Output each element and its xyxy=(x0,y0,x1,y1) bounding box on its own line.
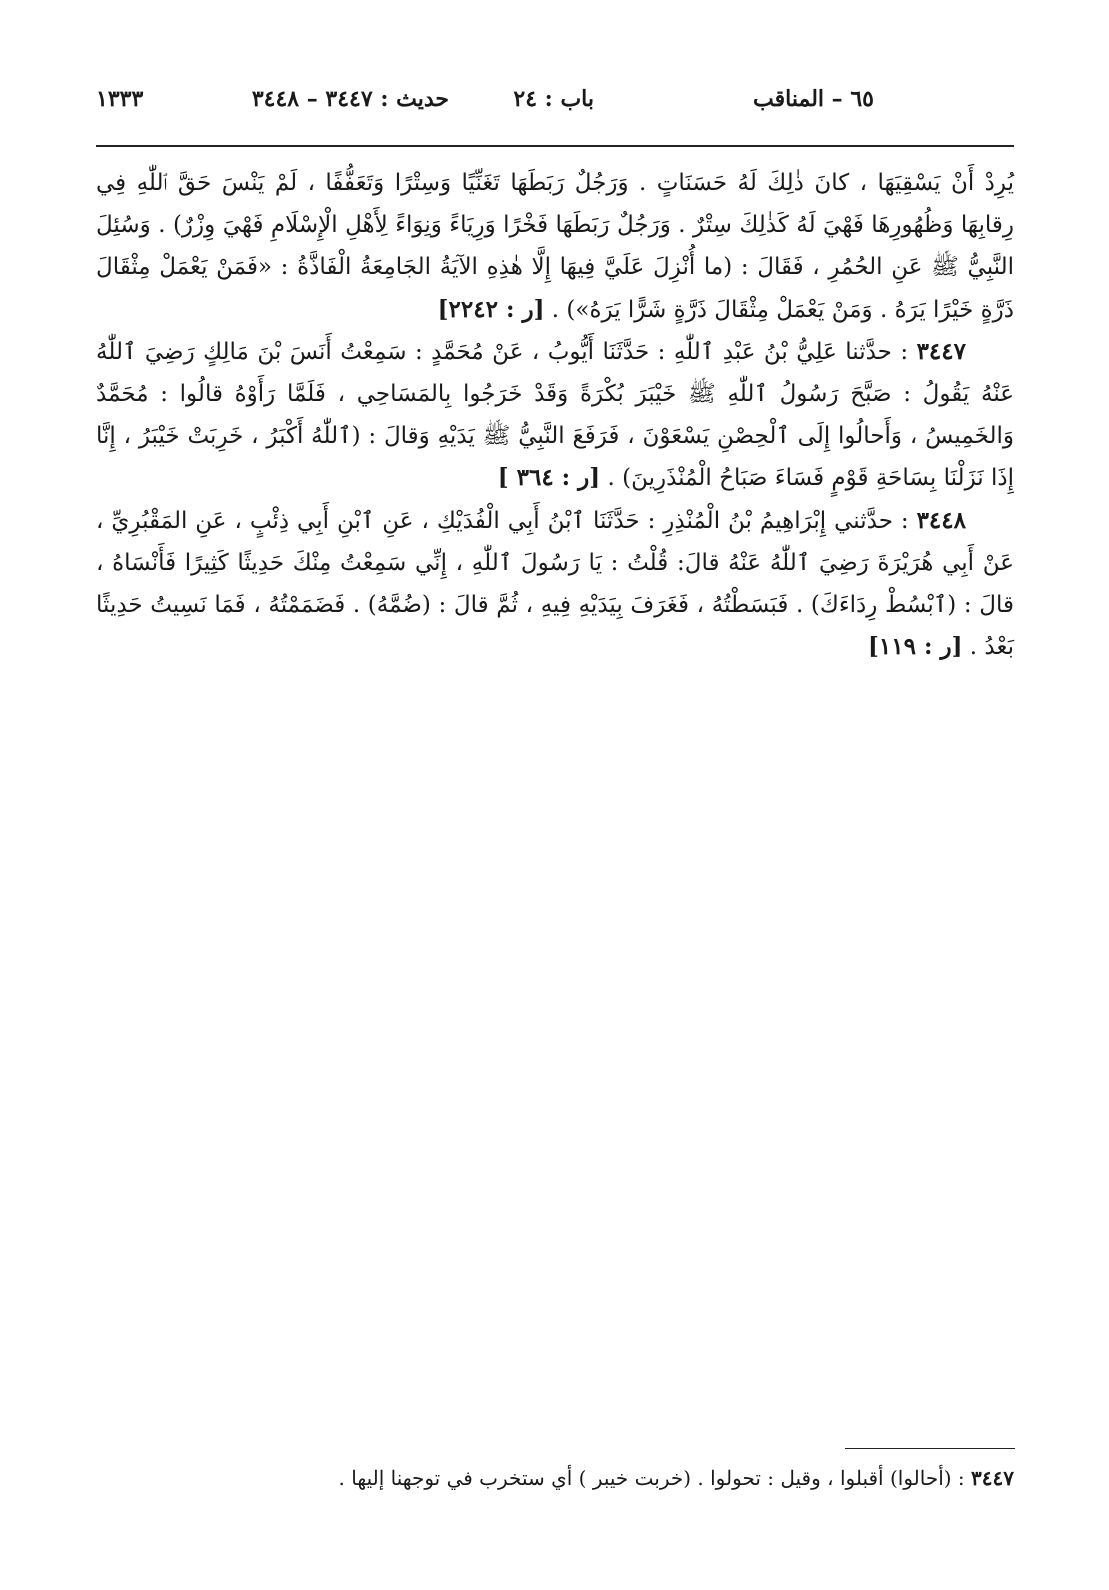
paragraph-continuation xyxy=(96,162,1014,331)
footnote xyxy=(96,1461,1014,1495)
hadith-paragraph xyxy=(96,500,1014,669)
paragraph-text: : حدَّثنا عَلِيُّ بْنُ عَبْدِ ٱللّٰهِ : حَدَّثَنَا أَيُّوبُ ، عَنْ مُحَمَّدٍ : سَمِعْتُ أَنَسَ بْنَ مَالِكٍ رَضِيَ ٱللّٰهُ عَنْهُ يَقُولُ : صَبَّحَ رَسُولُ ٱللّٰهِ ﷺ خَيْبَرَ بُكْرَةً وَقَدْ خَرَجُوا بِالمَسَاحِي ، فَلَمَّا رَأَوْهُ قالُوا : مُحَمَّدٌ وَالخَمِيسُ ، وَأَحالُوا إِلَى ٱلْحِصْنِ يَسْعَوْنَ ، فَرَفَعَ النَّبِيُّ ﷺ يَدَيْهِ وَقالَ : (ٱللّٰهُ أَكْبَرُ ، خَرِبَتْ خَيْبَرُ ، إِنَّا إِذَا نَزَلْنَا بِسَاحَةِ قَوْمٍ فَسَاءَ صَبَاحُ الْمُنْذَرِينَ) . xyxy=(96,338,1014,492)
footnote-divider xyxy=(845,1448,1015,1449)
header-divider xyxy=(96,145,1014,147)
cross-reference: [ر : ٢٢٤٢] xyxy=(437,295,545,323)
paragraph-text: : حدَّثني إِبْرَاهِيمُ بْنُ الْمُنْذِرِ : حَدَّثَنَا ٱبْنُ أَبِي الْفُدَيْكِ ، عَنِ ٱبْنِ أَبِي ذِئْبٍ ، عَنِ المَقْبُرِيِّ ، عَنْ أَبِي هُرَيْرَةَ رَضِيَ ٱللّٰهُ عَنْهُ قالَ: قُلْتُ : يَا رَسُولَ ٱللّٰهِ ، إِنِّي سَمِعْتُ مِنْكَ حَدِيثًا كَثِيرًا فَأَنْسَاهُ ، قالَ : (ٱبْسُطْ رِدَاءَكَ) . فَبَسَطْتُهُ ، فَغَرَفَ بِيَدَيْهِ فِيهِ ، ثُمَّ قالَ : (ضُمَّهُ) . فَضَمَمْتُهُ ، فَمَا نَسِيتُ حَدِيثًا بَعْدُ . xyxy=(96,507,1014,661)
cross-reference: [ر : ١١٩] xyxy=(868,633,963,661)
hadith-range: حديث : ٣٤٤٧ – ٣٤٤٨ xyxy=(251,86,449,112)
running-header xyxy=(96,86,1014,126)
chapter-label: باب : ٢٤ xyxy=(513,86,594,112)
page-number: ١٣٣٣ xyxy=(96,86,144,112)
footnote-number: ٣٤٤٧ xyxy=(971,1466,1014,1490)
hadith-paragraph xyxy=(96,331,1014,500)
footnote-text: : (أحالوا) أقبلوا ، وقيل : تحولوا . (خربت خيبر ) أي ستخرب في توجهنا إليها . xyxy=(338,1466,972,1490)
hadith-number: ٣٤٤٨ xyxy=(916,506,966,534)
cross-reference: [ر : ٣٦٤ ] xyxy=(497,464,601,492)
paragraph-text: يُرِدْ أَنْ يَسْقِيَهَا ، كانَ ذٰلِكَ لَهُ حَسَنَاتٍ . وَرَجُلٌ رَبَطَهَا تَغَنِّيًا وَسِتْرًا وَتَعَفُّفًا ، لَمْ يَنْسَ حَقَّ ٱللّٰهِ فِي رِقابِهَا وَظُهُورِهَا فَهْيَ لَهُ كَذٰلِكَ سِتْرٌ . وَرَجُلٌ رَبَطَهَا فَخْرًا وَرِيَاءً وَنِوَاءً لِأَهْلِ الْإِسْلَامِ فَهْيَ وِزْرٌ) . وَسُئِلَ النَّبِيُّ ﷺ عَنِ الحُمُرِ ، فَقَالَ : (ما أُنْزِلَ عَلَيَّ فِيهَا إِلَّا هٰذِهِ الآيَةُ الجَامِعَةُ الْفَاذَّةُ : «فَمَنْ يَعْمَلْ مِثْقَالَ ذَرَّةٍ خَيْرًا يَرَهُ . وَمَنْ يَعْمَلْ مِثْقَالَ ذَرَّةٍ شَرًّا يَرَهُ») . xyxy=(96,170,1014,323)
hadith-number: ٣٤٤٧ xyxy=(916,337,966,365)
book-title: ٦٥ – المناقب xyxy=(753,86,874,112)
main-text xyxy=(96,162,1014,668)
